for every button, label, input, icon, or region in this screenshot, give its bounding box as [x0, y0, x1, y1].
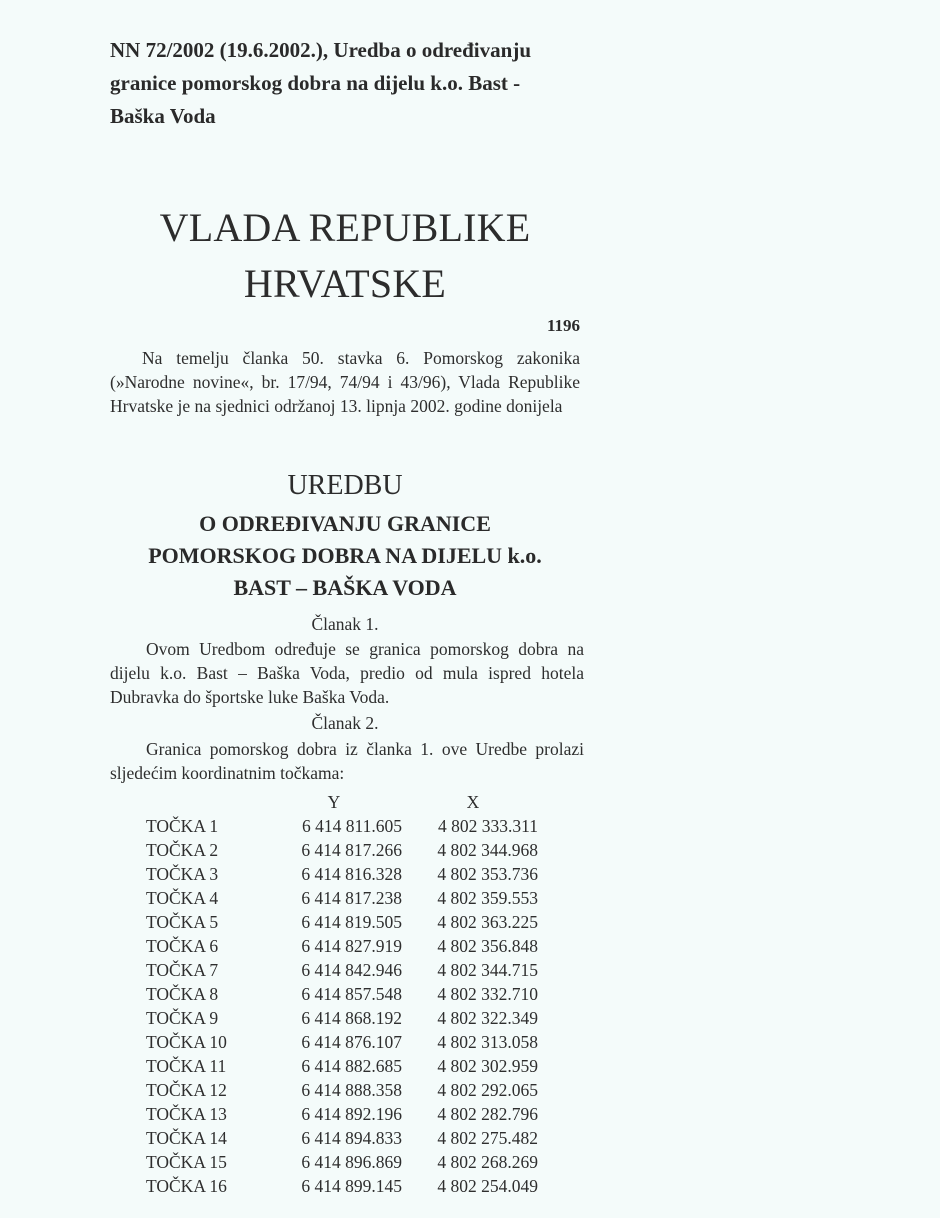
coordinate-row	[146, 910, 538, 934]
coordinate-y: 6 414 876.107	[301, 1032, 402, 1052]
point-name: TOČKA 11	[146, 1056, 227, 1076]
coordinate-row	[146, 1174, 538, 1198]
decree-subtitle-line-2: POMORSKOG DOBRA NA DIJELU k.o.	[148, 543, 542, 568]
article-2-text: Granica pomorskog dobra iz članka 1. ove Uredbe prolazi sljedećim koordinatnim točkama:	[110, 739, 584, 783]
point-name: TOČKA 12	[146, 1080, 227, 1100]
coordinate-y: 6 414 892.196	[301, 1104, 402, 1124]
coordinates-body	[146, 814, 538, 1198]
point-name: TOČKA 6	[146, 936, 219, 956]
point-name: TOČKA 7	[146, 960, 219, 980]
coordinate-y: 6 414 896.869	[301, 1152, 402, 1172]
column-header-x: X	[466, 792, 480, 812]
point-name: TOČKA 1	[146, 816, 219, 836]
coordinate-x: 4 802 282.796	[437, 1104, 538, 1124]
article-2-heading: Članak 2.	[311, 713, 379, 733]
coordinate-x: 4 802 353.736	[437, 864, 538, 884]
article-1-heading: Članak 1.	[311, 614, 379, 634]
coordinate-y: 6 414 888.358	[301, 1080, 402, 1100]
issuer-title-line-2: HRVATSKE	[243, 261, 447, 306]
point-name: TOČKA 10	[146, 1032, 227, 1052]
coordinate-row	[146, 982, 538, 1006]
column-header-y: Y	[327, 792, 341, 812]
coordinate-x: 4 802 356.848	[437, 936, 538, 956]
coordinate-x: 4 802 322.349	[437, 1008, 538, 1028]
point-name: TOČKA 16	[146, 1176, 227, 1196]
point-name: TOČKA 8	[146, 984, 219, 1004]
document-header-title: NN 72/2002 (19.6.2002.), Uredba o određivanju granice pomorskog dobra na dijelu k.o. Bast - Baška Voda	[110, 38, 531, 128]
decree-subtitle-line-1: O ODREĐIVANJU GRANICE	[199, 511, 491, 536]
decree-subtitle-line-3: BAST – BAŠKA VODA	[233, 575, 457, 600]
point-name: TOČKA 15	[146, 1152, 227, 1172]
coordinate-row	[146, 1150, 538, 1174]
coordinate-row	[146, 886, 538, 910]
article-1-text: Ovom Uredbom određuje se granica pomorskog dobra na dijelu k.o. Bast – Baška Voda, predio od mula ispred hotela Dubravka do športske luke Baška Voda.	[110, 639, 584, 707]
article-2-body	[110, 737, 584, 785]
coordinate-y: 6 414 894.833	[301, 1128, 402, 1148]
coordinate-y: 6 414 857.548	[301, 984, 402, 1004]
point-name: TOČKA 14	[146, 1128, 227, 1148]
point-name: TOČKA 5	[146, 912, 219, 932]
coordinate-x: 4 802 254.049	[437, 1176, 538, 1196]
coordinate-x: 4 802 344.715	[437, 960, 538, 980]
coordinate-row	[146, 814, 538, 838]
coordinate-x: 4 802 302.959	[437, 1056, 538, 1076]
coordinate-x: 4 802 268.269	[437, 1152, 538, 1172]
coordinate-row	[146, 1102, 538, 1126]
coordinate-x: 4 802 313.058	[437, 1032, 538, 1052]
decree-subtitle	[100, 508, 590, 604]
coordinate-row	[146, 934, 538, 958]
coordinate-x: 4 802 292.065	[437, 1080, 538, 1100]
point-name: TOČKA 9	[146, 1008, 219, 1028]
coordinate-y: 6 414 842.946	[301, 960, 402, 980]
coordinate-x: 4 802 359.553	[437, 888, 538, 908]
coordinate-y: 6 414 811.605	[302, 816, 402, 836]
coordinate-y: 6 414 827.919	[301, 936, 402, 956]
coordinate-y: 6 414 817.266	[301, 840, 402, 860]
point-name: TOČKA 3	[146, 864, 219, 884]
issuer-title	[110, 200, 580, 312]
column-header-point	[146, 790, 266, 814]
point-name: TOČKA 13	[146, 1104, 227, 1124]
coordinate-row	[146, 1126, 538, 1150]
coordinate-x: 4 802 363.225	[437, 912, 538, 932]
coordinate-row	[146, 1030, 538, 1054]
coordinate-y: 6 414 868.192	[301, 1008, 402, 1028]
point-name: TOČKA 4	[146, 888, 219, 908]
coordinate-row	[146, 1078, 538, 1102]
issue-number: 1196	[546, 316, 580, 335]
coordinate-y: 6 414 816.328	[301, 864, 402, 884]
point-name: TOČKA 2	[146, 840, 219, 860]
coordinate-x: 4 802 275.482	[437, 1128, 538, 1148]
coordinate-x: 4 802 332.710	[437, 984, 538, 1004]
issuer-title-line-1: VLADA REPUBLIKE	[159, 205, 531, 250]
coordinate-row	[146, 1054, 538, 1078]
preamble-paragraph	[110, 346, 580, 418]
coordinates-header-row	[146, 790, 538, 814]
coordinates-table	[146, 790, 538, 1198]
preamble-text: Na temelju članka 50. stavka 6. Pomorskog zakonika (»Narodne novine«, br. 17/94, 74/94 i 43/96), Vlada Republike Hrvatske je na sjednici održanoj 13. lipnja 2002. godine donijela	[110, 348, 580, 416]
coordinate-y: 6 414 817.238	[301, 888, 402, 908]
coordinate-x: 4 802 333.311	[438, 816, 538, 836]
coordinate-y: 6 414 882.685	[301, 1056, 402, 1076]
article-1-body	[110, 637, 584, 709]
coordinate-x: 4 802 344.968	[437, 840, 538, 860]
coordinate-row	[146, 1006, 538, 1030]
decree-title: UREDBU	[287, 470, 403, 501]
coordinate-row	[146, 838, 538, 862]
coordinate-y: 6 414 819.505	[301, 912, 402, 932]
coordinate-row	[146, 958, 538, 982]
coordinate-y: 6 414 899.145	[301, 1176, 402, 1196]
coordinate-row	[146, 862, 538, 886]
